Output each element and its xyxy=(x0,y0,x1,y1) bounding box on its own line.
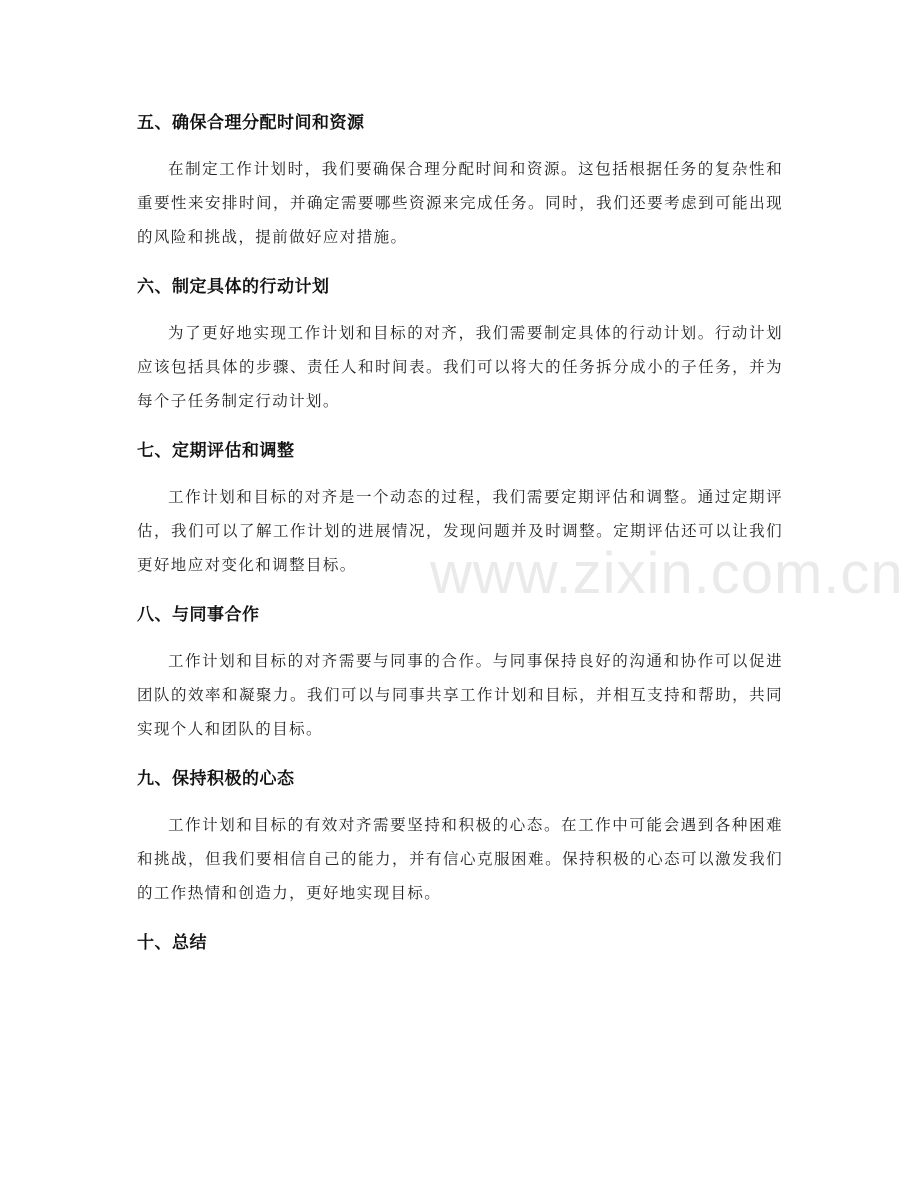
section-heading: 九、保持积极的心态 xyxy=(137,769,295,789)
section-paragraph: 为了更好地实现工作计划和目标的对齐，我们需要制定具体的行动计划。行动计划应该包括具体的步骤、责任人和时间表。我们可以将大的任务拆分成小的子任务，并为每个子任务制定行动计划。 xyxy=(137,324,783,410)
section-heading: 七、定期评估和调整 xyxy=(137,441,295,461)
section-paragraph: 工作计划和目标的有效对齐需要坚持和积极的心态。在工作中可能会遇到各种困难和挑战，但我们要相信自己的能力，并有信心克服困难。保持积极的心态可以激发我们的工作热情和创造力，更好地实现目标。 xyxy=(137,816,783,902)
document-body xyxy=(137,106,783,972)
section-paragraph: 工作计划和目标的对齐是一个动态的过程，我们需要定期评估和调整。通过定期评估，我们可以了解工作计划的进展情况，发现问题并及时调整。定期评估还可以让我们更好地应对变化和调整目标。 xyxy=(137,488,783,574)
section-6 xyxy=(137,270,783,418)
section-paragraph: 在制定工作计划时，我们要确保合理分配时间和资源。这包括根据任务的复杂性和重要性来安排时间，并确定需要哪些资源来完成任务。同时，我们还要考虑到可能出现的风险和挑战，提前做好应对措施。 xyxy=(137,160,783,246)
section-paragraph: 工作计划和目标的对齐需要与同事的合作。与同事保持良好的沟通和协作可以促进团队的效率和凝聚力。我们可以与同事共享工作计划和目标，并相互支持和帮助，共同实现个人和团队的目标。 xyxy=(137,652,783,738)
section-8 xyxy=(137,598,783,746)
section-heading: 十、总结 xyxy=(137,933,207,953)
section-7 xyxy=(137,434,783,582)
section-heading: 八、与同事合作 xyxy=(137,605,260,625)
section-10 xyxy=(137,926,783,960)
section-heading: 六、制定具体的行动计划 xyxy=(137,277,330,297)
section-5 xyxy=(137,106,783,254)
section-9 xyxy=(137,762,783,910)
watermark: www.zixin.com.cn xyxy=(430,541,904,606)
section-heading: 五、确保合理分配时间和资源 xyxy=(137,113,365,133)
